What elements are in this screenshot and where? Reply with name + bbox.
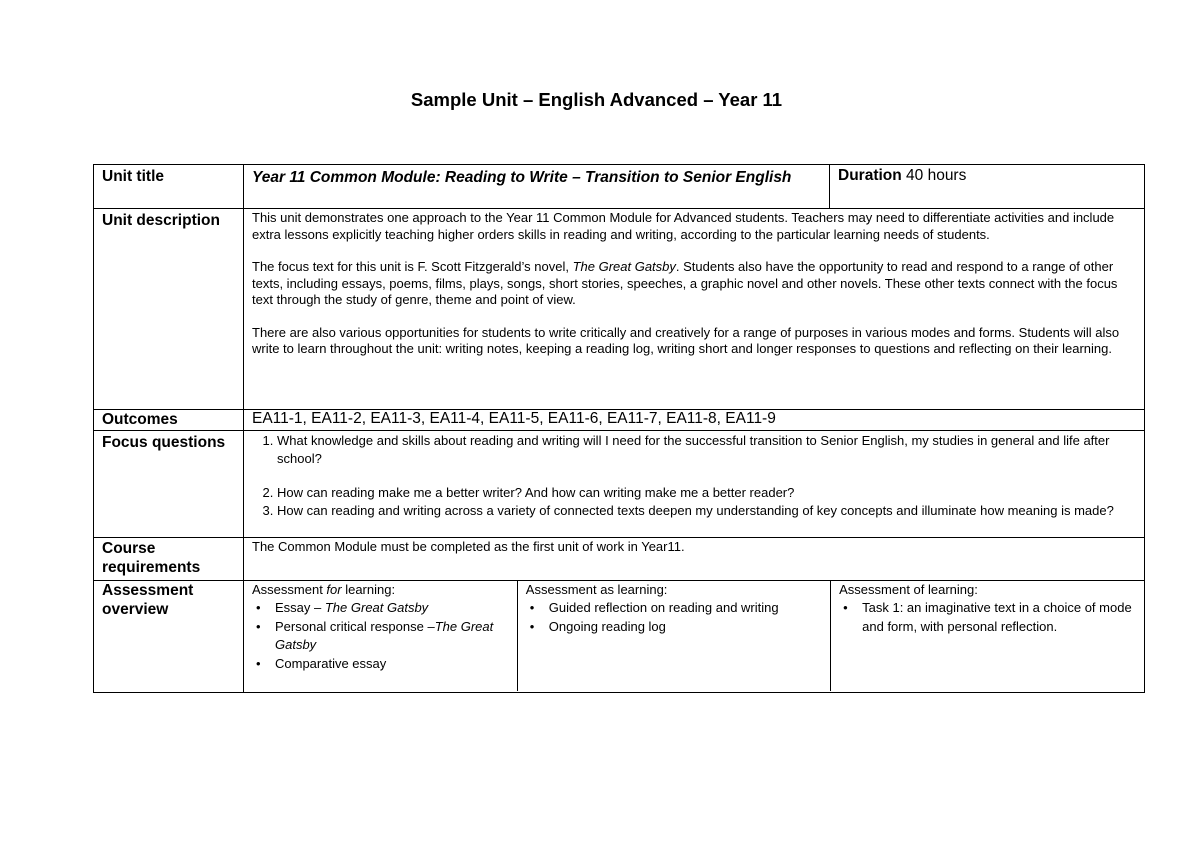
assessment-of-heading: Assessment of learning: xyxy=(839,581,978,597)
row-unit-description xyxy=(94,209,1145,410)
list-item: • Task 1: an imaginative text in a choice of mode and form, with personal reflection. xyxy=(862,599,1136,636)
focus-question: 1. What knowledge and skills about reading and writing will I need for the successful transition to Senior English, my studies in general and life after school? xyxy=(277,432,1136,468)
duration-cell xyxy=(830,165,1145,209)
description-paragraph-1: This unit demonstrates one approach to the Year 11 Common Module for Advanced students. Teachers may need to differentiate activities and include extra lessons explicitly teaching higher orders skills in reading and writing, according to the particular learning needs of students. xyxy=(252,210,1115,242)
course-requirements-label: Course requirements xyxy=(94,537,244,580)
row-focus-questions xyxy=(94,430,1145,537)
focus-questions-list xyxy=(252,432,1136,520)
focus-text-title: The Great Gatsby xyxy=(572,259,676,274)
essay-label: Essay – xyxy=(275,600,325,615)
assessment-as-learning xyxy=(517,581,830,691)
description-paragraph-3: There are also various opportunities for students to write critically and creatively for a range of purposes in various modes and forms. Students will also write to learn throughout the unit: writing notes, keeping a reading log, writing short and longer responses to questions and reflecting on their learning. xyxy=(252,324,1120,356)
for-heading-end: learning: xyxy=(341,581,396,597)
row-outcomes xyxy=(94,410,1145,431)
list-item: • Guided reflection on reading and writing xyxy=(549,599,822,618)
duration-label: Duration xyxy=(838,167,902,184)
duration-value: 40 hours xyxy=(901,167,967,184)
assessment-overview-label: Assessment overview xyxy=(94,580,244,692)
assessment-columns xyxy=(244,581,1144,691)
assessment-overview-cell xyxy=(244,580,1145,692)
assessment-for-heading xyxy=(252,581,509,600)
essay-text-title: The Great Gatsby xyxy=(324,600,429,615)
personal-response-label: Personal critical response – xyxy=(275,618,435,634)
for-heading-start: Assessment xyxy=(252,581,327,597)
outcomes-label: Outcomes xyxy=(94,410,244,431)
focus-questions-cell xyxy=(244,430,1145,537)
description-p2-end: . Students also have the opportunity to read and respond to a range of other texts, including essays, poems, films, plays, songs, short stories, speeches, a graphic novel and other novels. These other texts connect with the focus text through the study of genre, theme and point of view. xyxy=(252,259,1118,307)
course-requirements-value: The Common Module must be completed as the first unit of work in Year11. xyxy=(244,537,1145,580)
row-unit-title xyxy=(94,165,1145,209)
assessment-of-list xyxy=(839,599,1136,636)
list-item: • Ongoing reading log xyxy=(549,618,822,637)
focus-questions-label: Focus questions xyxy=(94,430,244,537)
list-item xyxy=(275,618,509,655)
focus-question: 2. How can reading make me a better writer? And how can writing make me a better reader? xyxy=(277,484,1136,502)
unit-description-cell xyxy=(244,209,1145,410)
description-p2-start: The focus text for this unit is F. Scott Fitzgerald’s novel, xyxy=(252,259,573,274)
document-title: Sample Unit – English Advanced – Year 11 xyxy=(410,89,783,110)
assessment-as-list xyxy=(526,599,822,636)
row-course-requirements xyxy=(94,537,1145,580)
focus-question: 3. How can reading and writing across a variety of connected texts deepen my understanding of key concepts and illuminate how meaning is made? xyxy=(277,502,1136,520)
unit-title-value: Year 11 Common Module: Reading to Write – Transition to Senior English xyxy=(244,165,830,209)
unit-title-label: Unit title xyxy=(94,165,244,209)
for-heading-italic: for xyxy=(326,581,342,597)
list-item: • Comparative essay xyxy=(275,655,509,674)
unit-description-label: Unit description xyxy=(94,209,244,410)
outcomes-value: EA11-1, EA11-2, EA11-3, EA11-4, EA11-5, EA11-6, EA11-7, EA11-8, EA11-9 xyxy=(244,410,1145,431)
description-paragraph-2 xyxy=(252,259,1136,309)
row-assessment-overview xyxy=(94,580,1145,692)
assessment-for-list xyxy=(252,599,509,673)
list-item xyxy=(275,599,509,618)
assessment-as-heading: Assessment as learning: xyxy=(525,581,668,597)
assessment-for-learning xyxy=(244,581,517,691)
assessment-of-learning xyxy=(831,581,1144,691)
unit-table xyxy=(93,164,1145,693)
personal-response-text-title: The Great Gatsby xyxy=(275,618,494,652)
